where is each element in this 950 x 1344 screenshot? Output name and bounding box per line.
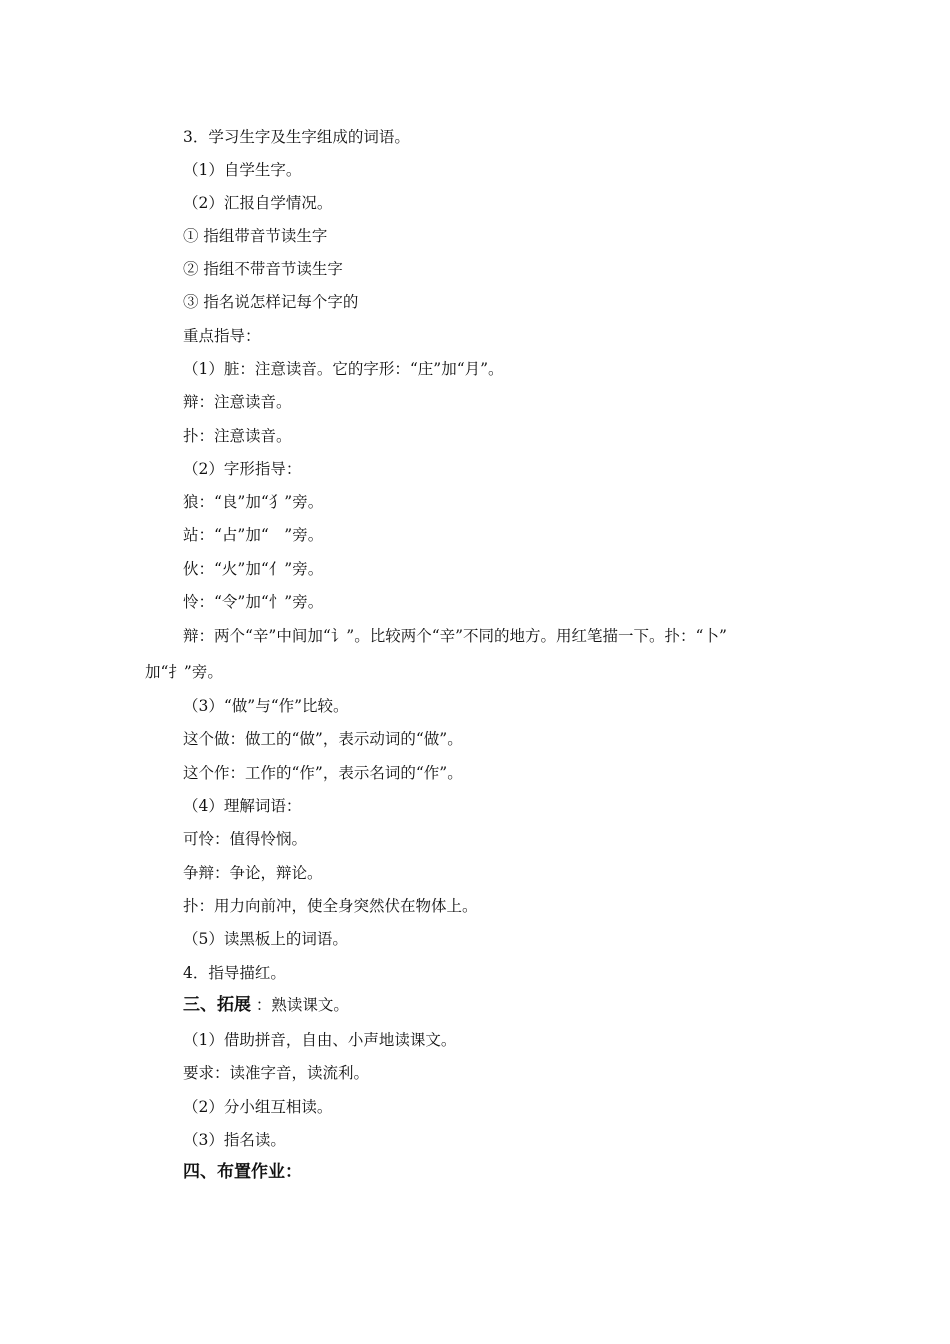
section-4-heading xyxy=(183,1162,302,1182)
list-item: ① 指组带音节读生字 xyxy=(183,227,328,245)
list-item: ③ 指名说怎样记每个字的 xyxy=(183,293,359,311)
list-item: 要求：读准字音，读流利。 xyxy=(183,1064,370,1082)
list-item: ② 指组不带音节读生字 xyxy=(183,260,343,278)
key-guidance-label: 重点指导： xyxy=(183,327,261,345)
list-item: （4）理解词语： xyxy=(183,797,302,815)
list-item: （2）分小组互相读。 xyxy=(183,1098,333,1116)
list-item: （5）读黑板上的词语。 xyxy=(183,930,348,948)
list-item: （1）自学生字。 xyxy=(183,161,302,179)
paragraph-line: 辩：两个“辛”中间加“讠”。比较两个“辛”不同的地方。用红笔描一下。扑：“卜” xyxy=(183,627,727,645)
section-3-heading-text: 三、拓展 xyxy=(183,995,251,1015)
list-item: 辩：注意读音。 xyxy=(183,393,292,411)
section-4-heading-text: 四、布置作业： xyxy=(183,1162,302,1182)
list-item: 怜：“令”加“忄”旁。 xyxy=(183,593,324,611)
list-item: （1）脏：注意读音。它的字形：“庄”加“月”。 xyxy=(183,360,504,378)
list-item: （1）借助拼音，自由、小声地读课文。 xyxy=(183,1031,457,1049)
section-3-heading-tail: ：熟读课文。 xyxy=(251,996,349,1014)
section-3-heading xyxy=(183,995,349,1015)
step-4-title: 4．指导描红。 xyxy=(183,964,286,982)
list-item: 可怜：值得怜悯。 xyxy=(183,830,308,848)
list-item: 争辩：争论，辩论。 xyxy=(183,864,323,882)
step-3-title: 3．学习生字及生字组成的词语。 xyxy=(183,128,410,146)
list-item: 这个作：工作的“作”，表示名词的“作”。 xyxy=(183,764,463,782)
list-item: （3）指名读。 xyxy=(183,1131,286,1149)
list-item: 扑：注意读音。 xyxy=(183,427,292,445)
list-item: 这个做：做工的“做”，表示动词的“做”。 xyxy=(183,730,463,748)
paragraph-continuation: 加“扌”旁。 xyxy=(145,663,223,681)
list-item: （3）“做”与“作”比较。 xyxy=(183,697,349,715)
list-item: 伙：“火”加“亻”旁。 xyxy=(183,560,324,578)
list-item: 扑：用力向前冲，使全身突然伏在物体上。 xyxy=(183,897,478,915)
list-item: （2）字形指导： xyxy=(183,460,302,478)
list-item: 狼：“良”加“犭”旁。 xyxy=(183,493,324,511)
list-item: （2）汇报自学情况。 xyxy=(183,194,333,212)
list-item: 站：“占”加“ ”旁。 xyxy=(183,526,324,544)
